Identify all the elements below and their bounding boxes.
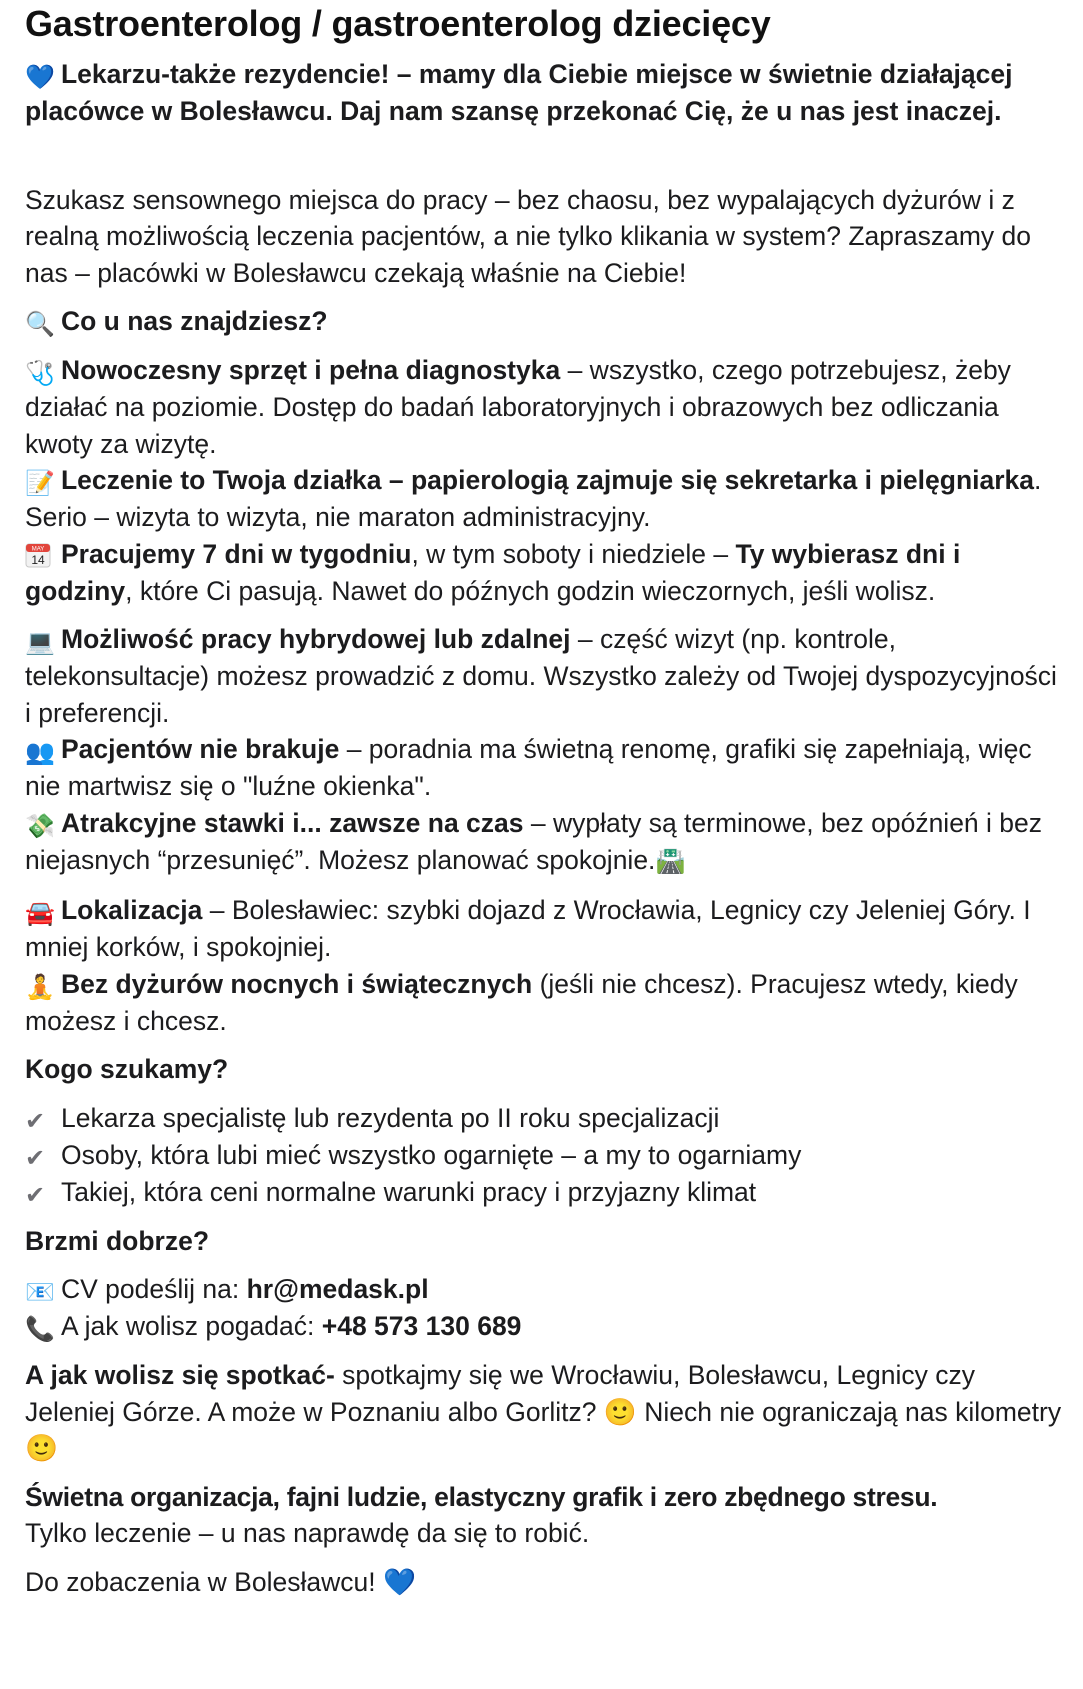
offer-location: [25, 892, 1063, 966]
farewell-text: Do zobaczenia w Bolesławcu!: [25, 1566, 383, 1597]
money-icon: 💸: [25, 812, 55, 840]
intro-paragraph: [25, 56, 1063, 130]
offer-treatment-text: . Serio – wizyta to wizyta, nie maraton administracyjny.: [25, 465, 1042, 532]
offer-equipment: [25, 352, 1063, 462]
offer-patients: [25, 731, 1063, 805]
calendar-month: MAY: [31, 546, 45, 552]
email-icon: 📧: [25, 1279, 55, 1306]
offer-group-2: [25, 621, 1063, 880]
good-heading: Brzmi dobrze?: [25, 1225, 210, 1256]
offer-remote-text: – część wizyt (np. kontrole, telekonsultacje) możesz prowadzić z domu. Wszystko zależy od Twojej dyspozycyjności i preferencji.: [25, 624, 1057, 728]
offer-no-shifts-text: (jeśli nie chcesz). Pracujesz wtedy, kiedy możesz i chcesz.: [25, 968, 1018, 1036]
intro-text: Lekarzu-także rezydencie! – mamy dla Ciebie miejsce w świetnie działającej placówce w Bolesławcu. Daj nam szansę przekonać Cię, że u nas jest inaczej.: [25, 59, 1013, 126]
offer-pay-title: Atrakcyjne stawki i... zawsze na czas: [61, 807, 524, 838]
lead-paragraph: Szukasz sensownego miejsca do pracy – bez chaosu, bez wypalających dyżurów i z realną możliwością leczenia pacjentów, a nie tylko klikania w system? Zapraszamy do nas – placówki w Bolesławcu czekają właśnie na Ciebie!: [25, 184, 1031, 288]
offer-no-shifts: [25, 966, 1063, 1040]
blue-heart-icon: 💙: [382, 1566, 416, 1597]
people-icon: 👥: [25, 739, 55, 766]
offer-equipment-title: Nowoczesny sprzęt i pełna diagnostyka: [61, 355, 561, 385]
meditation-icon: 🧘: [25, 973, 55, 1001]
offer-pay-text: – wypłaty są terminowe, bez opóźnień i bez niejasnych “przesunięć”. Możesz planować spokojnie.: [25, 807, 1043, 875]
offer-group-3: [25, 892, 1063, 1039]
email-link[interactable]: hr@medask.pl: [246, 1274, 429, 1304]
motorway-icon: 🛣️: [655, 847, 686, 875]
requirement-text: Lekarza specjalistę lub rezydenta po II roku specjalizacji: [61, 1102, 720, 1133]
offer-location-text: – Bolesławiec: szybki dojazd z Wrocławia, Legnicy czy Jeleniej Góry. I mniej korków, i spokojniej.: [25, 895, 1031, 962]
meet-text-1: spotkajmy się we Wrocławiu, Bolesławcu, Legnicy czy Jeleniej Górze. A może w Poznaniu albo Gorlitz?: [25, 1360, 975, 1427]
contact-block: [25, 1271, 1063, 1345]
magnifier-icon: 🔍: [25, 311, 55, 338]
closing-title: Świetna organizacja, fajni ludzie, elastyczny grafik i zero zbędnego stresu.: [25, 1481, 938, 1512]
calendar-icon: [25, 542, 61, 573]
offer-remote: [25, 621, 1063, 731]
meet-paragraph: [25, 1357, 1063, 1467]
farewell: [25, 1564, 1063, 1601]
offer-schedule-emphasis: Ty wybierasz dni i godziny: [25, 538, 961, 606]
closing-text: Tylko leczenie – u nas naprawdę da się to robić.: [25, 1518, 590, 1548]
offer-equipment-text: – wszystko, czego potrzebujesz, żeby działać na poziomie. Dostęp do badań laboratoryjnych i obrazowych bez odliczania kwoty za wizytę.: [25, 355, 1011, 459]
requirement-text: Takiej, która ceni normalne warunki pracy i przyjazny klimat: [61, 1176, 757, 1207]
closing-block: [25, 1479, 1063, 1552]
smiling-face-icon: 🙂: [25, 1433, 58, 1463]
offer-no-shifts-title: Bez dyżurów nocnych i świątecznych: [61, 968, 533, 999]
offer-group-1: [25, 352, 1063, 609]
stethoscope-icon: 🩺: [25, 360, 55, 387]
offer-schedule-title: Pracujemy 7 dni w tygodniu: [61, 538, 412, 569]
phone-link[interactable]: +48 573 130 689: [321, 1311, 522, 1341]
offer-schedule-text-1: , w tym soboty i niedziele –: [411, 538, 736, 569]
meet-title: A jak wolisz się spotkać-: [25, 1360, 335, 1390]
laptop-icon: 💻: [25, 629, 55, 656]
offer-remote-title: Możliwość pracy hybrydowej lub zdalnej: [61, 624, 571, 654]
offer-treatment: [25, 462, 1063, 536]
contact-email: [25, 1271, 1063, 1308]
smiling-face-icon: 🙂: [603, 1396, 637, 1427]
phone-label: A jak wolisz pogadać:: [61, 1311, 322, 1341]
check-mark-icon: ✔: [25, 1181, 46, 1209]
seek-heading: Kogo szukamy?: [25, 1054, 229, 1084]
list-item: [25, 1100, 1063, 1137]
offer-location-title: Lokalizacja: [61, 895, 203, 925]
telephone-icon: 📞: [25, 1316, 55, 1343]
offer-treatment-title: Leczenie to Twoja działka – papierologią zajmuje się sekretarka i pielęgniarka: [61, 465, 1035, 495]
offer-heading: [25, 303, 1063, 340]
meet-text-2: Niech nie ograniczają nas kilometry: [636, 1396, 1062, 1427]
offer-patients-title: Pacjentów nie brakuje: [61, 734, 340, 764]
offer-pay: [25, 805, 1063, 881]
offer-schedule-text-2: , które Ci pasują. Nawet do późnych godzin wieczornych, jeśli wolisz.: [125, 575, 936, 606]
check-mark-icon: ✔: [25, 1107, 46, 1135]
requirements-list: [25, 1100, 1063, 1211]
car-icon: 🚘: [25, 900, 55, 927]
calendar-day: 14: [31, 552, 45, 567]
offer-heading-text: Co u nas znajdziesz?: [61, 306, 328, 336]
list-item: [25, 1174, 1063, 1211]
document-icon: 📝: [25, 470, 55, 497]
page-title: Gastroenterolog / gastroenterolog dziecięcy: [25, 3, 771, 44]
offer-patients-text: – poradnia ma świetną renomę, grafiki się zapełniają, więc nie martwisz się o "luźne okienka".: [25, 734, 1032, 801]
offer-schedule: [25, 536, 1063, 610]
requirement-text: Osoby, która lubi mieć wszystko ogarnięte – a my to ogarniamy: [61, 1139, 802, 1170]
check-mark-icon: ✔: [25, 1144, 46, 1172]
list-item: [25, 1137, 1063, 1174]
blue-heart-icon: 💙: [25, 64, 55, 91]
contact-phone: [25, 1308, 1063, 1345]
email-label: CV podeślij na:: [61, 1274, 247, 1304]
